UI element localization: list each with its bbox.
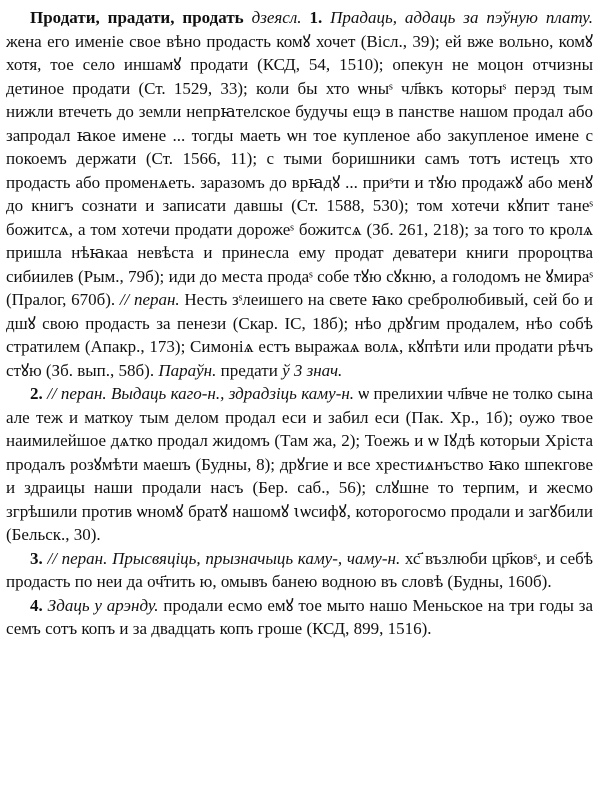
sense-2-definition: Выдаць каго-н., здрадзіць каму-н. (106, 384, 355, 403)
sense-1-parallel-ref: ў 3 знач. (282, 360, 343, 380)
sense-1-citations: жена его именіе свое вѣно продасть комꙋ хочет (Вісл., 39); ей вже вольно, комꙋ хотя, тое село иншамꙋ продати (КСД, 54, 1510); опекун не моцон отчизны детиное продати (Ст. 1529, 33); коли бы хто ѡныˢ чл҃вкъ которыˢ перэд тым нижли втечеть до земли непрꙗтелское будучы ещэ в панстве нашом продал або запродал ꙗкое имене ... тогды маеть ѡн тое купленое або закупленое имене с покоемъ держати (Ст. 1566, 11); с тыми боришники самъ тотъ истецъ хто продасть або променѧеть. заразомъ до врꙗдꙋ ... приˢти и тꙋю продажꙋ або менꙋ до книгъ сознати и записати давшы (Ст. 1588, 530); том хотечи кꙋпит танеˢ божитсѧ, а том хотечи продати дорожеˢ божитсѧ (Зб. 261, 218); за того то кролѧ пришла нѣꙗкаа невѣста и принесла ему продат деватери книги пророцтва сибиилев (Рым., 79б); иди до места продаˢ собе тꙋю сꙋкню, а голодомъ не ꙋмираˢ (Пралог, 670б). (6, 31, 593, 309)
sense-2-figurative-marker: // перан. (47, 384, 107, 403)
headword: Продати, прадати, продать (30, 8, 244, 27)
sense-1-parallel-label: Параўн. (158, 360, 217, 380)
sense-1-figurative-citations: Несть зˢлеишего на свете ꙗко сребролюбивый, сей бо и дшꙋ свою продасть за пенези (Скар. ІС, 18б); нѣо дрꙋгим продалем, нѣо собѣ стратилем (Апакр., 173); Симоніѧ естъ выражаѧ волѧ, кꙋпѣти или продати рѣчъ стꙋю (Зб. вып., 58б). (6, 290, 593, 380)
sense-4-paragraph (6, 594, 593, 641)
sense-1-figurative-marker: // перан. (119, 290, 180, 309)
sense-3-figurative-marker: // перан. (47, 548, 108, 568)
sense-2-number: 2. (30, 384, 43, 403)
part-of-speech: дзеясл. (251, 8, 302, 27)
sense-1-number: 1. (309, 8, 323, 27)
sense-4-definition: Здаць у арэнду. (47, 595, 159, 615)
sense-2-citations: ѡ прелихии чл҃вче не толко сына але теж и маткоу тым делом продал еси и забил еси (Пак. Хр., 1б); оужо твое наимилейшое дѧтко продал жидомъ (Там жа, 2); Тоежь и ѡ Іꙋдѣ которыи Хріста продалъ розꙋмѣти маешъ (Будны, 8); дрꙋгие и все хрестиѧнъство ꙗко шпекгове и здраицы наши продали насъ (Бер. саб., 56); слꙋшне то терпим, и жесмо згрѣшили против ѡномꙋ братꙋ нашомꙋ ꙇѡсифꙋ, которогосмо продали и загꙋбили (Бельск., 30). (6, 384, 593, 544)
sense-1-paragraph (6, 6, 593, 382)
sense-3-paragraph (6, 547, 593, 594)
sense-3-number: 3. (30, 548, 43, 568)
sense-2-paragraph (6, 382, 593, 547)
sense-3-definition: Прысвяціць, прызначыць каму-, чаму-н. (107, 548, 401, 568)
sense-4-number: 4. (30, 595, 43, 615)
sense-4-citations: продали есмо емꙋ тое мыто нашо Меньское на три годы за семъ сотъ копъ и за двадцать копъ гроше (КСД, 899, 1516). (6, 595, 594, 638)
sense-1-definition: Прадаць, аддаць за пэўную плату. (330, 8, 594, 27)
sense-1-parallel-word: предати (216, 360, 283, 380)
sense-3-citations: хс҃ възлюби цр҃ковˢ, и себѣ продасть по неи да оч҃тить ю, омывъ банею водною въ словѣ (Будны, 160б). (6, 548, 593, 591)
